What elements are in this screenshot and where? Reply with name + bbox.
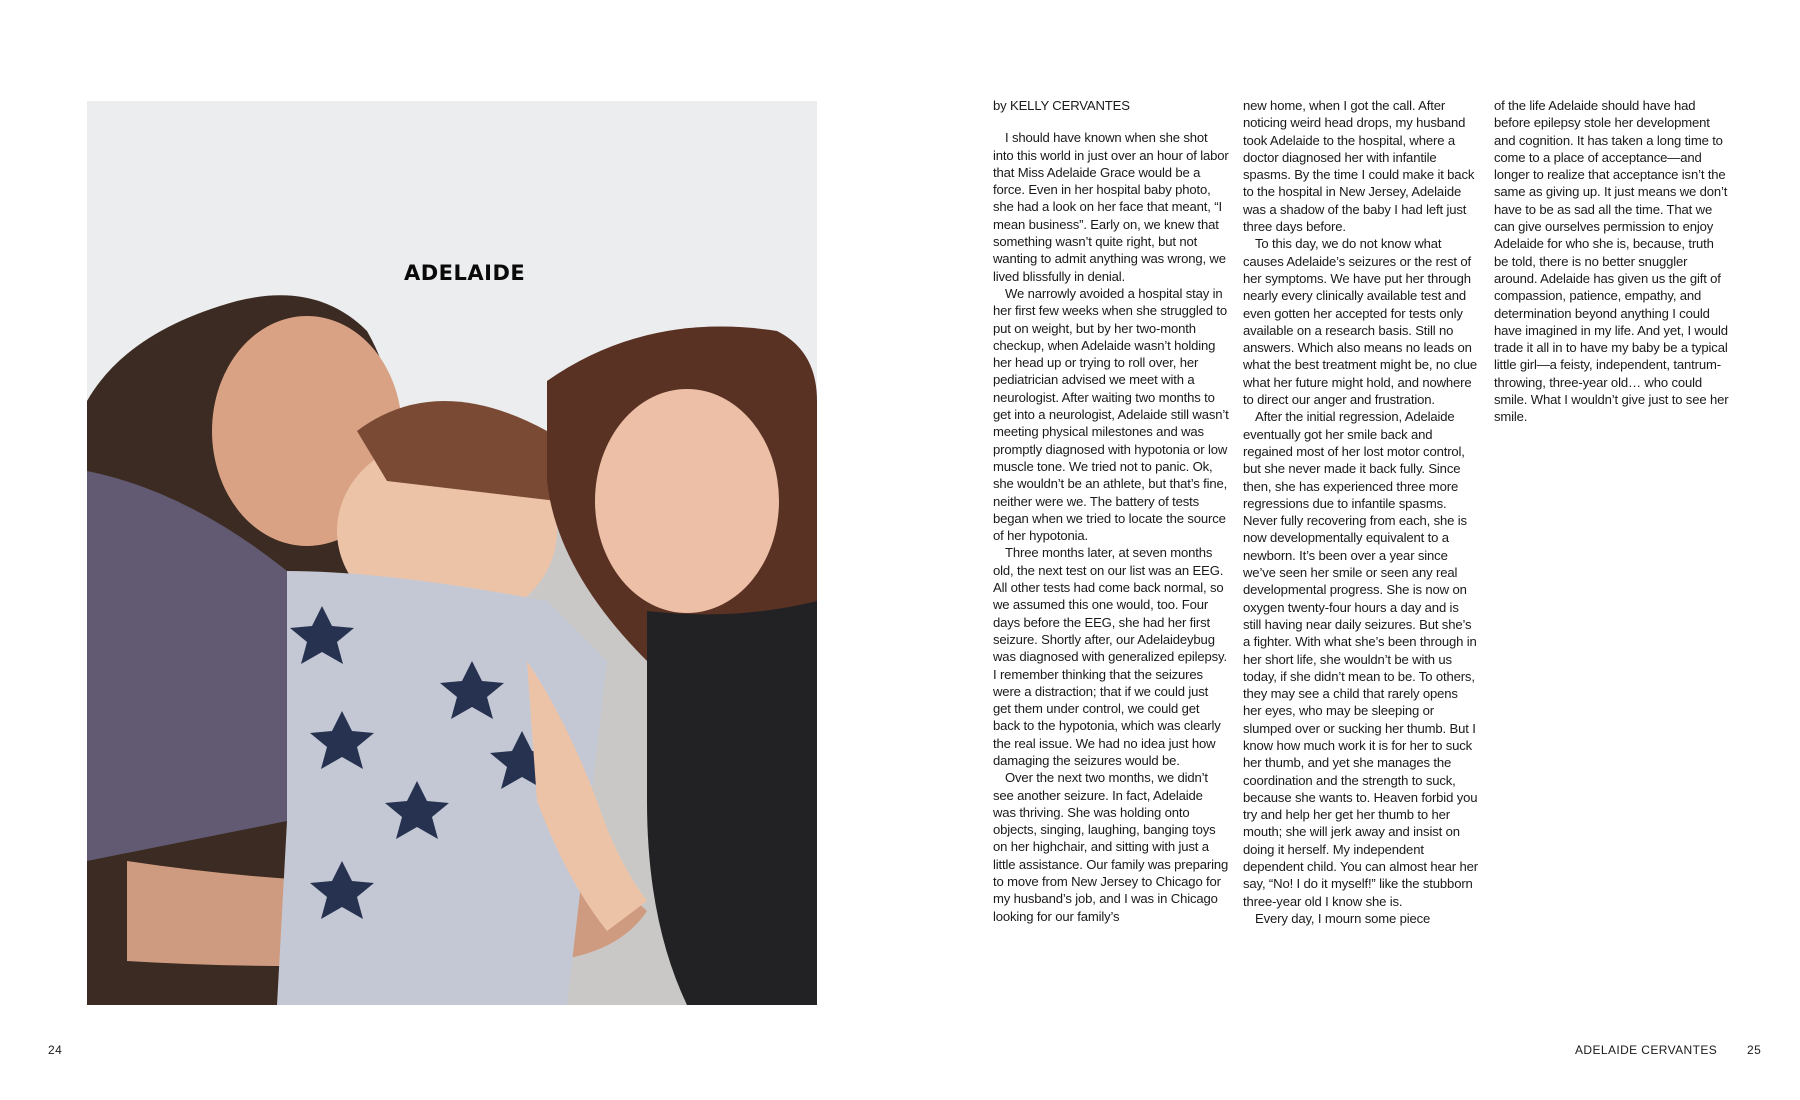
running-head: ADELAIDE CERVANTES (1575, 1043, 1718, 1057)
article-column-3 (1494, 97, 1730, 426)
family-photo-illustration (87, 101, 817, 1005)
article-column-1 (993, 97, 1229, 925)
article-paragraph: Over the next two months, we didn’t see another seizure. In fact, Adelaide was thriving. She was holding onto objects, singing, laughing, banging toys on her highchair, and sitting with just a little assistance. Our family was preparing to move from New Jersey to Chicago for my husband’s job, and I was in Chicago looking for our family’s (993, 770, 1229, 924)
article-paragraph: of the life Adelaide should have had before epilepsy stole her development and cognition. It has taken a long time to come to a place of acceptance—and longer to realize that acceptance isn’t the same as giving up. It just means we don’t have to be as sad all the time. That we can give ourselves permission to enjoy Adelaide for who she is, because, truth be told, there is no better snuggler around. Adelaide has given us the gift of compassion, patience, empathy, and determination beyond anything I could have imagined in my life. And yet, I would trade it all in to have my baby be a typical little girl—a feisty, independent, tantrum-throwing, three-year old… who could smile. What I wouldn’t give just to see her smile. (1494, 98, 1729, 425)
family-photo (87, 101, 817, 1005)
article-paragraph: After the initial regression, Adelaide eventually got her smile back and regained most of her lost motor control, but she never made it back fully. Since then, she has experienced three more regressions due to infantile spasms. Never fully recovering from each, she is now developmentally equivalent to a newborn. It’s been over a year since we’ve seen her smile or seen any real developmental progress. She is now on oxygen twenty-four hours a day and is still having near daily seizures. But she’s a fighter. With what she’s been through in her short life, she wouldn’t be with us today, if she didn’t mean to be. To others, they may see a child that rarely opens her eyes, who may be sleeping or slumped over or sucking her thumb. But I know how much work it is for her to suck her thumb, and yet she manages the coordination and the strength to suck, because she wants to. Heaven forbid you try and help her get her thumb to her mouth; she will jerk away and insist on doing it herself. My independent dependent child. You can almost hear her say, “No! I do it myself!” like the stubborn three-year old I know she is. (1243, 409, 1478, 909)
page-number-left: 24 (48, 1043, 63, 1057)
photo-title: ADELAIDE (404, 261, 526, 285)
article-paragraph: Three months later, at seven months old, the next test on our list was an EEG. All other tests had come back normal, so we assumed this one would, too. Four days before the EEG, she had her first seizure. Shortly after, our Adelaideybug was diagnosed with generalized epilepsy. I remember thinking that the seizures were a distraction; that if we could just get them under control, we could get back to the hypotonia, which was clearly the real issue. We had no idea just how damaging the seizures would be. (993, 545, 1227, 768)
page-number-right: 25 (1747, 1043, 1762, 1057)
byline: by KELLY CERVANTES (993, 98, 1130, 113)
article-column-2 (1243, 97, 1479, 927)
article-paragraph: To this day, we do not know what causes Adelaide’s seizures or the rest of her symptoms. We have put her through nearly every clinically available test and even gotten her accepted for tests only available on a research basis. Still no answers. Which also means no leads on what the best treatment might be, no clue what her future might hold, and nowhere to direct our anger and frustration. (1243, 236, 1478, 408)
article-paragraph: We narrowly avoided a hospital stay in her first few weeks when she struggled to put on weight, but by her two-month checkup, when Adelaide wasn’t holding her head up or trying to roll over, her pediatrician advised we meet with a neurologist. After waiting two months to get into a neurologist, Adelaide still wasn’t meeting physical milestones and was promptly diagnosed with hypotonia or low muscle tone. We tried not to panic. Ok, she wouldn’t be an athlete, but that’s fine, neither were we. The battery of tests began when we tried to locate the source of her hypotonia. (993, 285, 1229, 544)
article-paragraph: I should have known when she shot into this world in just over an hour of labor that Miss Adelaide Grace would be a force. Even in her hospital baby photo, she had a look on her face that meant, “I mean business”. Early on, we knew that something wasn’t quite right, but not wanting to admit anything was wrong, we lived blissfully in denial. (993, 130, 1229, 284)
article-paragraph: new home, when I got the call. After noticing weird head drops, my husband took Adelaide to the hospital, where a doctor diagnosed her with infantile spasms. By the time I could make it back to the hospital in New Jersey, Adelaide was a shadow of the baby I had left just three days before. (1243, 98, 1475, 235)
article-paragraph: Every day, I mourn some piece (1255, 910, 1431, 926)
